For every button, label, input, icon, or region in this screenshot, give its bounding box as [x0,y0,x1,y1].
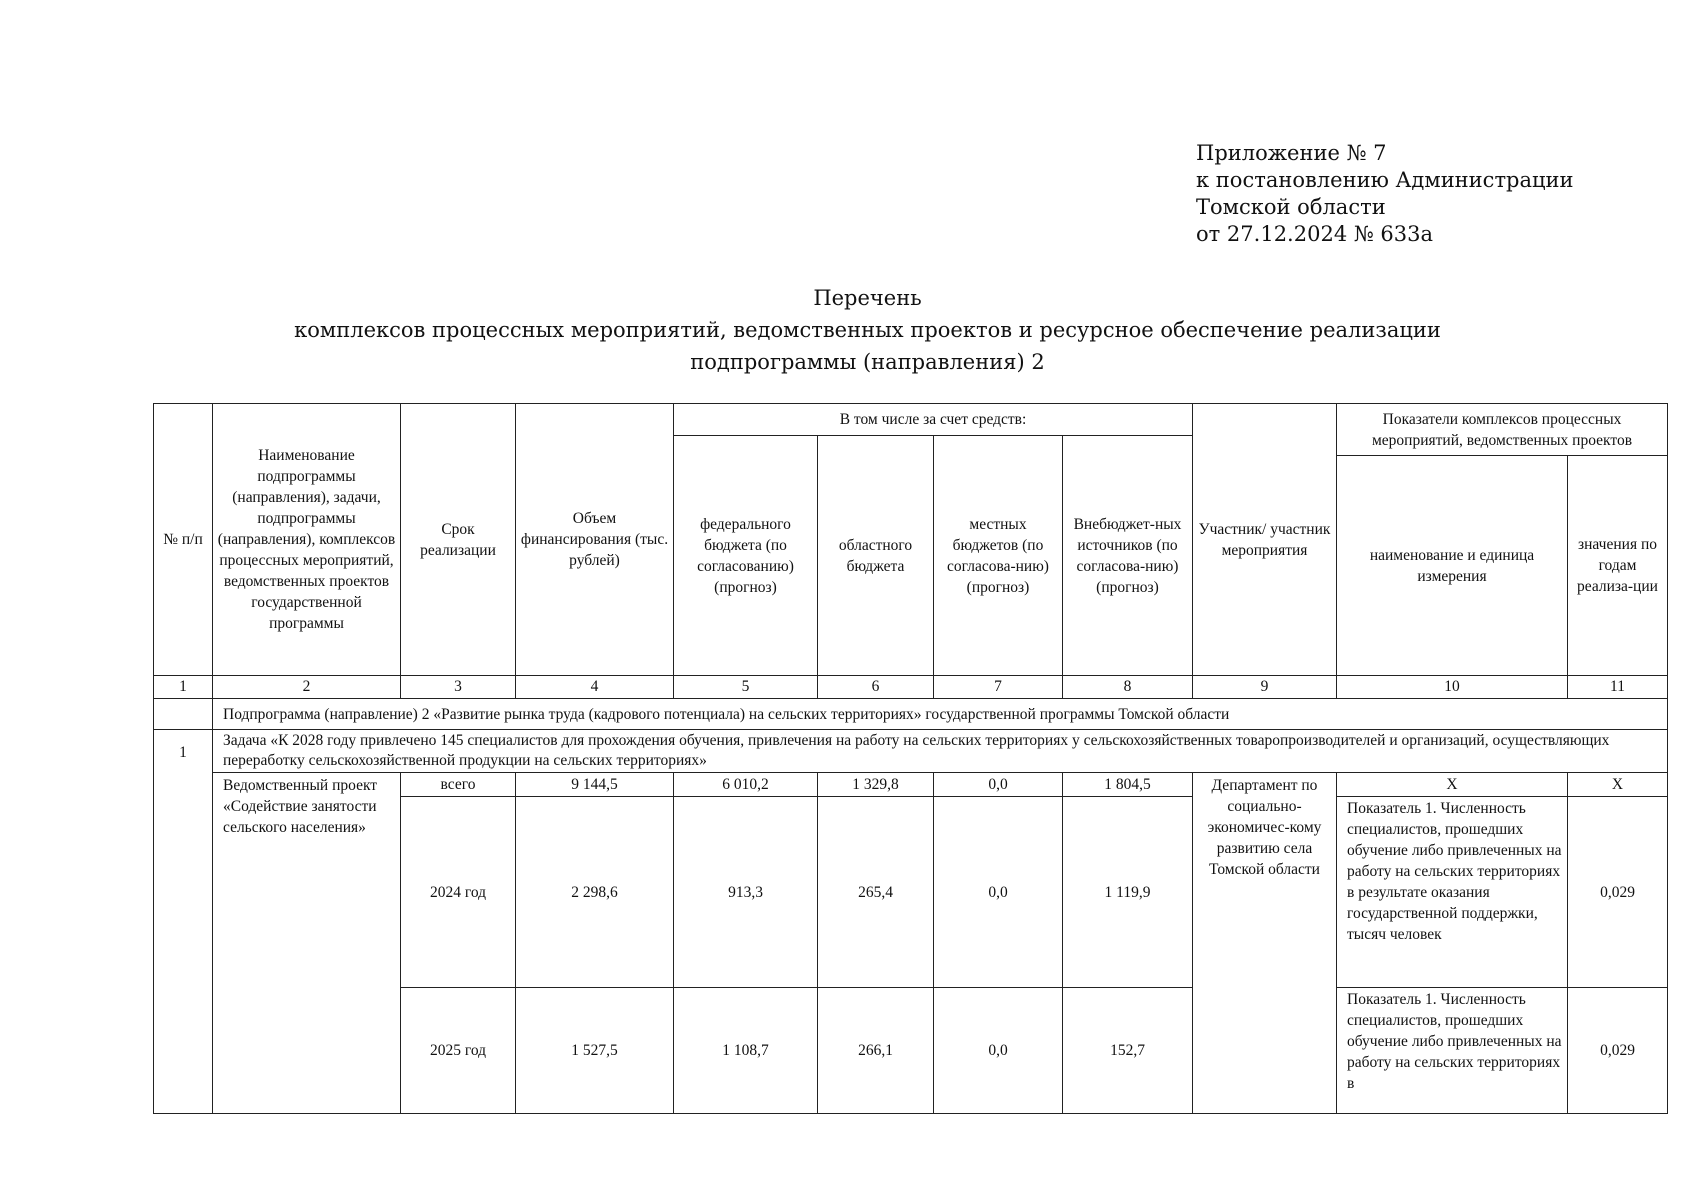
header-indicator-name: наименование и единица измерения [1337,456,1568,676]
title-line-1: Перечень [813,286,922,310]
header-extrabudget: Внебюджет-ных источников (по согласова-нию) (прогноз) [1063,436,1193,676]
federal-cell: 1 108,7 [674,988,818,1114]
total-cell: 2 298,6 [516,797,674,988]
column-numbers-row [154,676,1668,699]
participant-cell: Департамент по социально-экономичес-кому развитию села Томской области [1193,773,1337,1114]
total-cell: 9 144,5 [516,773,674,797]
indicator-value-cell: 0,029 [1568,797,1668,988]
appendix-line-3: Томской области [1196,195,1386,219]
extrabudget-cell: 152,7 [1063,988,1193,1114]
regional-cell: 266,1 [818,988,934,1114]
col-number: 2 [213,676,401,699]
subprogram-number-cell [154,699,213,730]
col-number: 6 [818,676,934,699]
col-number: 7 [934,676,1063,699]
header-federal: федерального бюджета (по согласованию) (прогноз) [674,436,818,676]
appendix-line-1: Приложение № 7 [1196,141,1387,165]
federal-cell: 913,3 [674,797,818,988]
task-row [154,730,1668,773]
title-line-2: комплексов процессных мероприятий, ведомственных проектов и ресурсное обеспечение реализации [294,318,1441,342]
header-participant: Участник/ участник мероприятия [1193,404,1337,676]
indicator-value-cell: Х [1568,773,1668,797]
indicator-cell: Показатель 1. Численность специалистов, прошедших обучение либо привлеченных на работу на сельских территориях в [1337,988,1568,1114]
local-cell: 0,0 [934,797,1063,988]
header-indicator-values: значения по годам реализа-ции [1568,456,1668,676]
col-number: 4 [516,676,674,699]
col-number: 1 [154,676,213,699]
funding-table [153,403,1668,1114]
regional-cell: 1 329,8 [818,773,934,797]
indicator-cell: Показатель 1. Численность специалистов, прошедших обучение либо привлеченных на работу на сельских территориях в результате оказания государственной поддержки, тысяч человек [1337,797,1568,988]
col-number: 5 [674,676,818,699]
header-indicators-group: Показатели комплексов процессных мероприятий, ведомственных проектов [1337,404,1668,456]
header-number: № п/п [154,404,213,676]
extrabudget-cell: 1 804,5 [1063,773,1193,797]
col-number: 10 [1337,676,1568,699]
period-cell: всего [401,773,516,797]
document-title [0,282,1698,378]
project-name: Ведомственный проект «Содействие занятости сельского населения» [213,773,401,1114]
subprogram-title: Подпрограмма (направление) 2 «Развитие рынка труда (кадрового потенциала) на сельских территориях» государственной программы Томской области [213,699,1668,730]
header-funding-volume: Объем финансирования (тыс. рублей) [516,404,674,676]
extrabudget-cell: 1 119,9 [1063,797,1193,988]
regional-cell: 265,4 [818,797,934,988]
appendix-block [1196,140,1574,248]
period-cell: 2024 год [401,797,516,988]
col-number: 9 [1193,676,1337,699]
indicator-value-cell: 0,029 [1568,988,1668,1114]
subprogram-row [154,699,1668,730]
col-number: 8 [1063,676,1193,699]
total-cell: 1 527,5 [516,988,674,1114]
indicator-cell: Х [1337,773,1568,797]
appendix-line-2: к постановлению Администрации [1196,168,1574,192]
federal-cell: 6 010,2 [674,773,818,797]
local-cell: 0,0 [934,988,1063,1114]
period-cell: 2025 год [401,988,516,1114]
table-row [154,773,1668,797]
header-local: местных бюджетов (по согласова-нию) (прогноз) [934,436,1063,676]
appendix-line-4: от 27.12.2024 № 633а [1196,222,1433,246]
col-number: 11 [1568,676,1668,699]
col-number: 3 [401,676,516,699]
header-regional: областного бюджета [818,436,934,676]
task-number: 1 [154,730,213,1114]
title-line-3: подпрограммы (направления) 2 [690,350,1045,374]
header-funding-group: В том числе за счет средств: [674,404,1193,436]
header-period: Срок реализации [401,404,516,676]
local-cell: 0,0 [934,773,1063,797]
header-name: Наименование подпрограммы (направления), задачи, подпрограммы (направления), комплексов процессных мероприятий, ведомственных проектов государственной программы [213,404,401,676]
task-text: Задача «К 2028 году привлечено 145 специалистов для прохождения обучения, привлечения на работу на сельских территориях у сельскохозяйственных товаропроизводителей и организаций, осуществляющих переработку сельскохозяйственной продукции на сельских территориях» [213,730,1668,773]
